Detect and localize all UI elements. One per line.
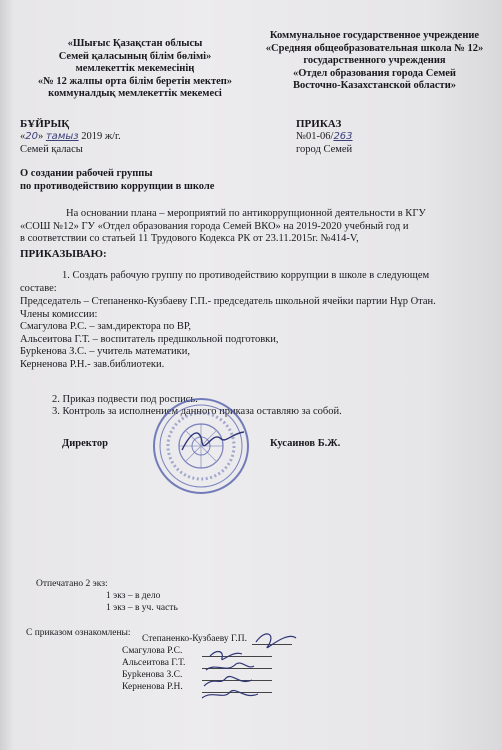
date-day: 20 [25,131,38,142]
acquainted-name: Бурkенова З.С. [122,670,183,680]
acquainted-name: Керненова Р.Н. [122,682,183,692]
subject-line: О создании рабочей группы [20,168,153,179]
header-kz-line: Семей қаласының білім бөлімі» [58,50,212,62]
item-3: 3. Контроль за исполнением данного приказа оставляю за собой. [52,406,342,417]
header-kz-line: мемлекеттік мекемесінің [75,63,195,74]
member-line: Керненова Р.Н.- зав.библиотеки. [20,358,165,370]
header-kz-line: коммуналдық мемлекеттік мекемесі [48,88,222,99]
basis-line: На основании плана – мероприятий по антикоррупционной деятельности в КГУ [66,208,426,219]
number-value: 263 [333,131,353,142]
acquainted-name: Степаненко-Кузбаеву Г.П. [142,634,248,644]
header-ru-line: Коммунальное государственное учреждение [269,30,480,41]
member-line: Смагулова Р.С. – зам.директора по ВР, [20,321,192,332]
basis-line: «СОШ №12» ГУ «Отдел образования города Семей ВКО» на 2019-2020 учебный год и [20,220,409,232]
number-prefix: №01-06/ [296,131,334,142]
basis-line: в соответствии со статьей 11 Трудового Кодекса РК от 23.11.2015г. №414-V, [20,233,359,244]
member-line: Бурkенова З.С. – учитель математики, [20,346,190,357]
item-1-line: 1. Создать рабочую группу по противодействию коррупции в школе в следующем [62,270,430,281]
order-number-ru [296,131,353,144]
header-kz-line: «Шығыс Қазақстан облысы [67,38,203,49]
basis-paragraph [20,208,426,246]
header-ru-line: Восточно-Казахстанской области» [292,80,456,91]
subject-line: по противодействию коррупции в школе [20,180,215,192]
order-date-kz [20,131,121,144]
director-signature [178,424,248,458]
members-list [20,296,436,371]
date-mid: » [37,131,46,142]
printed-copies: Отпечатано 2 экз: [36,579,108,589]
member-line: Члены комиссии: [20,308,98,320]
order-subject [20,168,214,193]
header-ru [252,30,497,93]
date-year: 2019 ж/г. [78,131,121,142]
order-title-kz: БҰЙРЫҚ [20,118,70,130]
acquainted-name: Альсеитова Г.Т. [122,658,186,668]
header-ru-line: «Средняя общеобразовательная школа № 12» [265,42,484,54]
member-line: Альсеитова Г.Т. – воспитатель предшкольной подготовки, [20,333,279,345]
header-kz-line: «№ 12 жалпы орта білім беретін мектеп» [37,75,233,87]
city-kz: Семей қаласы [20,144,83,155]
city-ru: город Семей [296,144,353,155]
member-line: Председатель – Степаненко-Кузбаеву Г.П.- председатель школьной ячейки партии Нұр Отан. [20,296,436,307]
date-month: тамыз [45,131,79,142]
item-1 [20,270,429,295]
copy-1: 1 экз – в дело [106,591,161,601]
item-1-line: составе: [20,282,57,294]
header-ru-line: государственного учреждения [303,55,446,66]
order-title-ru: ПРИКАЗ [296,118,342,130]
header-ru-line: «Отдел образования города Семей [293,67,456,79]
order-word: ПРИКАЗЫВАЮ: [20,248,107,260]
acquainted-name: Смагулова Р.С. [122,646,183,656]
director-title: Директор [62,438,108,449]
director-name: Кусаинов Б.Ж. [270,438,341,449]
copy-2: 1 экз – в уч. часть [106,603,178,613]
header-kz [20,38,250,101]
signatures-scribble [196,620,306,706]
item-2: 2. Приказ подвести под роспись. [52,394,198,405]
date-open: « [20,131,26,142]
acquainted-label: С приказом ознакомлены: [26,628,131,638]
